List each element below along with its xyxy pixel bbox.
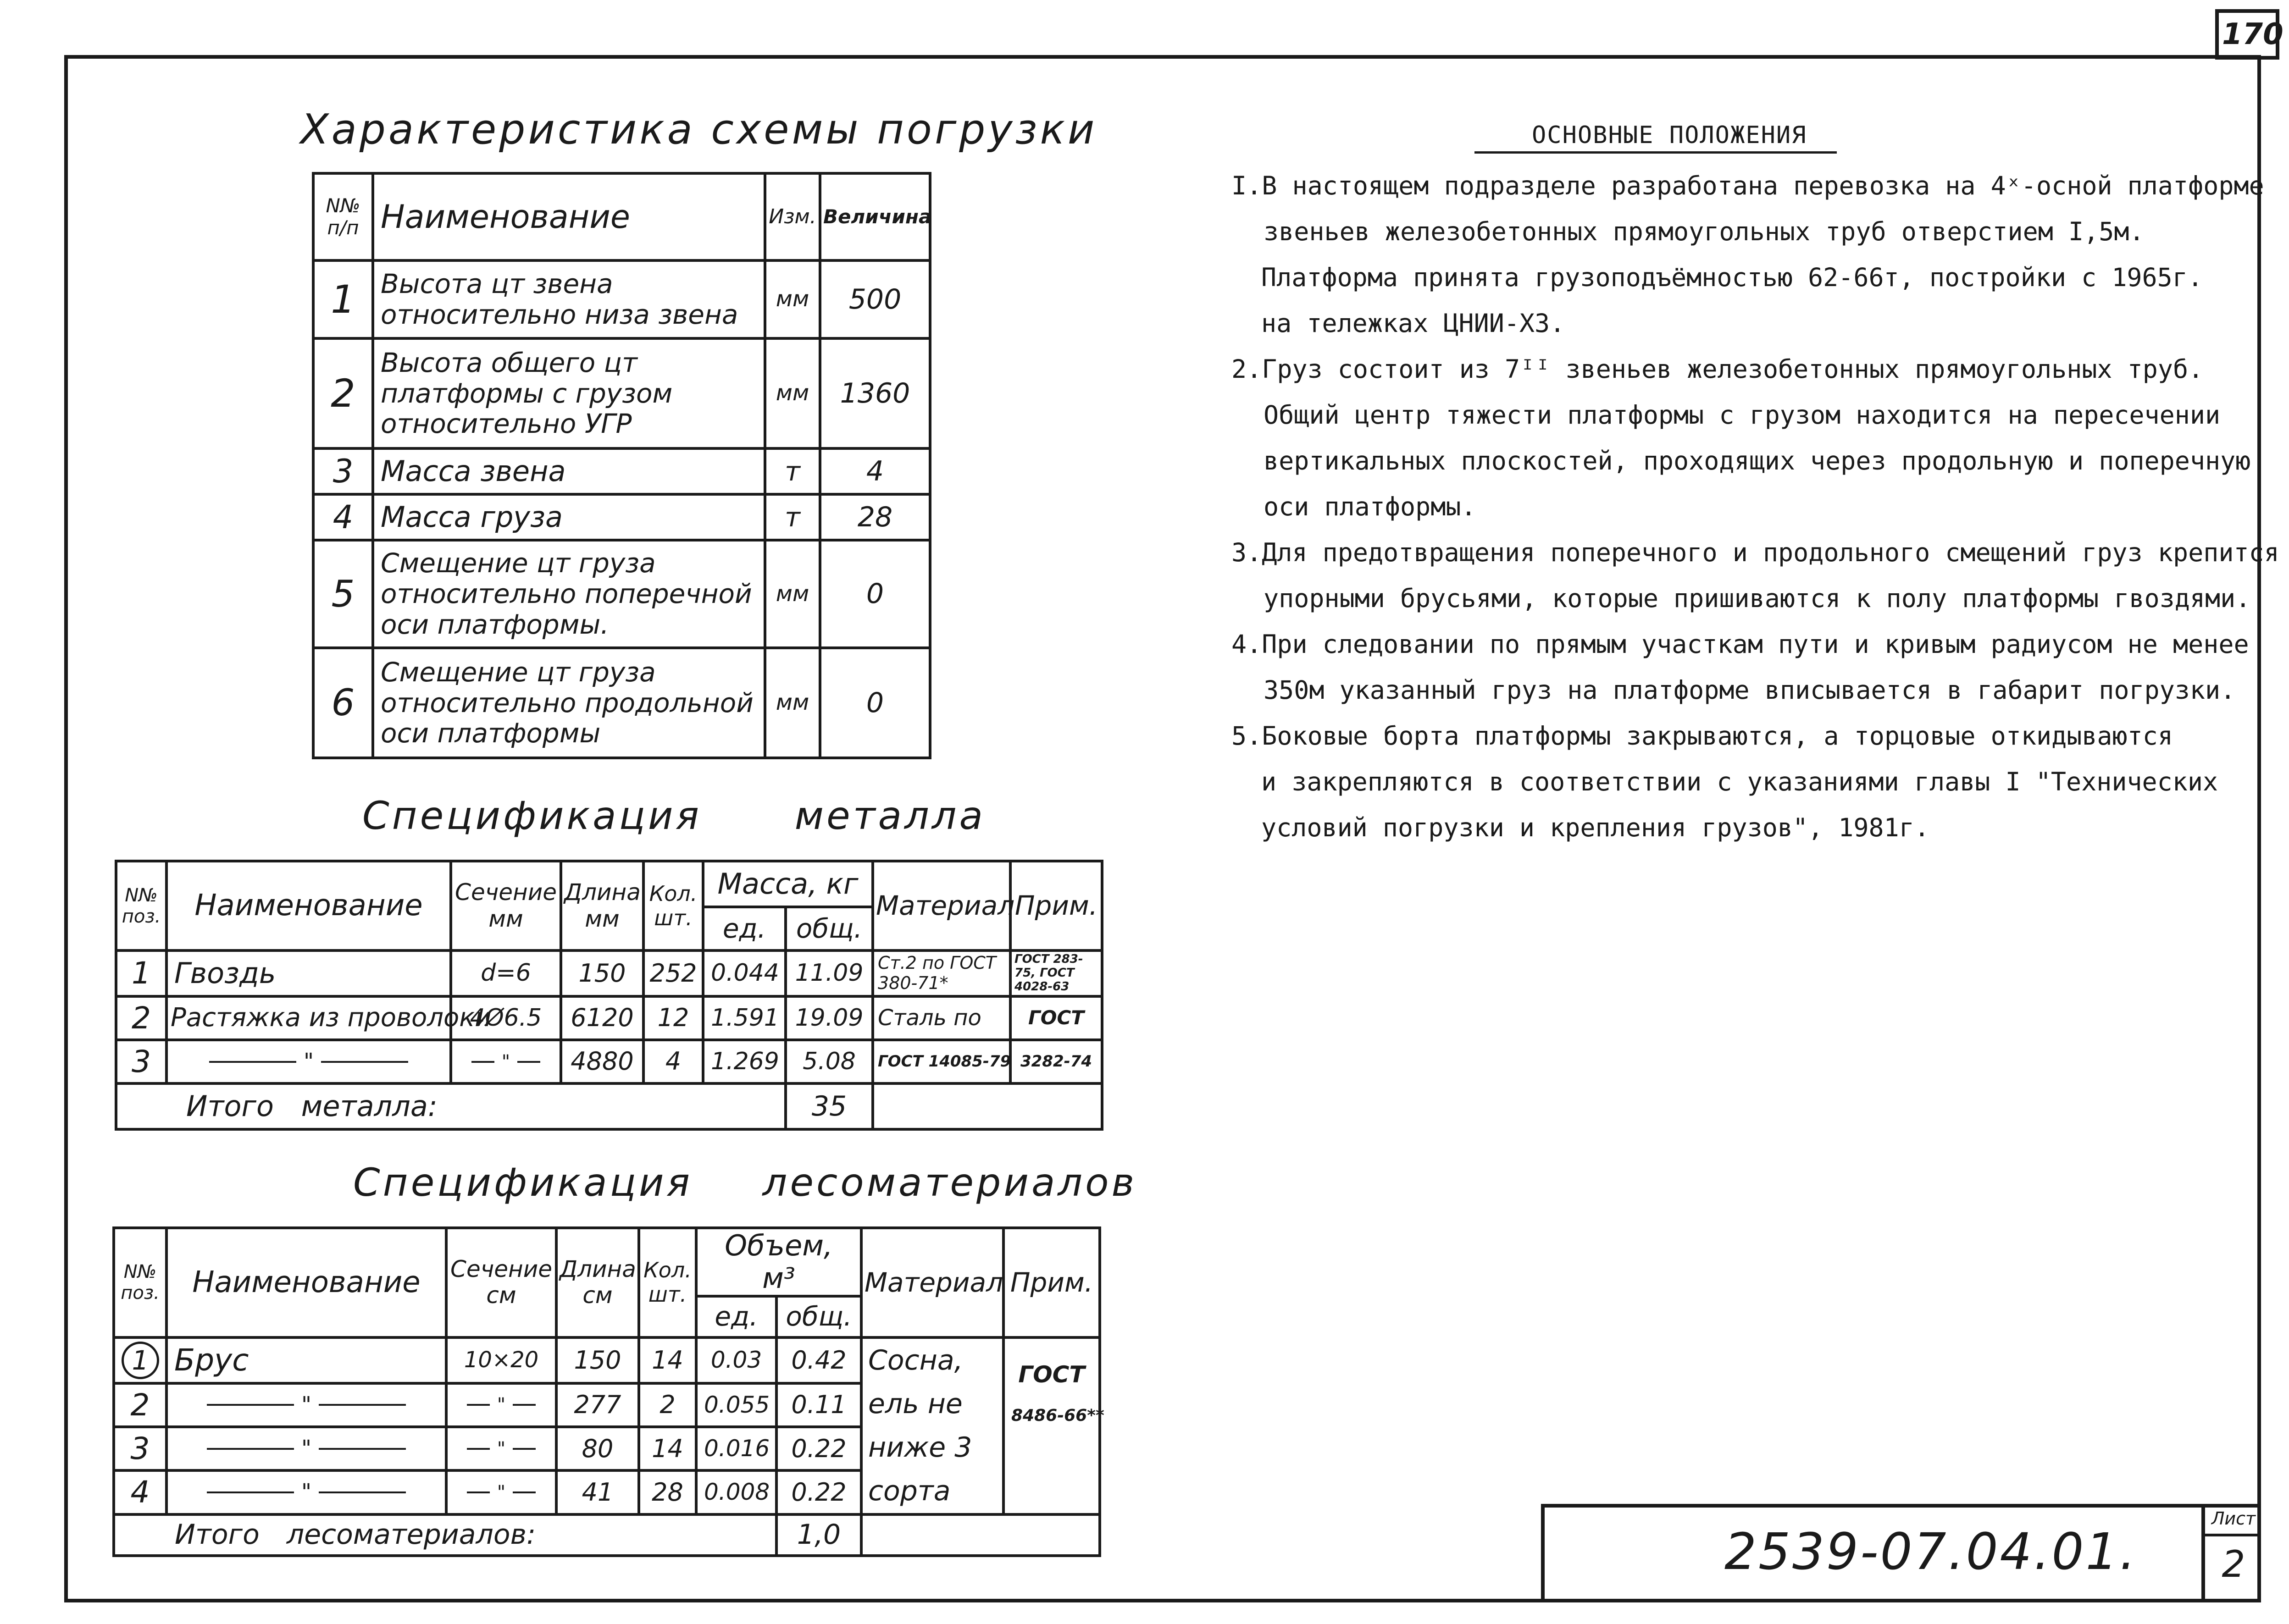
stamp-sheet-divider [2201,1534,2261,1536]
note-cell: 3282-74 [1010,1040,1102,1083]
provision-line: и закрепляются в соответствии с указаниями главы I "Технических [1261,767,2218,796]
row-name: Растяжка из проволоки [166,996,451,1040]
col-header-qty: Кол. шт. [639,1228,696,1337]
note-line-b: 8486-66** [1011,1406,1104,1425]
row-unit: мм [765,540,820,648]
row-value: 1360 [820,338,930,448]
row-name: Брус [166,1337,446,1383]
row-section: 4Ø6.5 [451,996,561,1040]
row-unit-volume: 0.055 [696,1383,776,1427]
provisions-title-underline [1474,151,1837,154]
row-name: Масса звена [373,448,765,494]
ditto-cell [166,1383,446,1427]
table-total-row [116,1083,1102,1129]
provision-line: 4.При следовании по прямым участкам пути и кривым радиусом не менее [1231,630,2249,659]
row-unit-volume: 0.008 [696,1470,776,1514]
col-header-total: общ. [786,907,873,950]
table-row [313,260,930,338]
provision-line: упорными брусьями, которые пришиваются к полу платформы гвоздями. [1264,584,2251,613]
row-section: 10×20 [446,1337,556,1383]
row-num: 3 [313,448,373,494]
row-unit-volume: 0.03 [696,1337,776,1383]
row-qty: 14 [639,1337,696,1383]
ditto-cell [446,1470,556,1514]
provision-line: I.В настоящем подразделе разработана перевозка на 4ˣ-осной платформе [1231,171,2264,200]
row-unit: мм [765,260,820,338]
row-total-volume: 0.42 [776,1337,861,1383]
col-header-unit: Изм. [765,173,820,260]
row-name: Гвоздь [166,950,451,996]
row-num: 4 [114,1470,166,1514]
provision-line: звеньев железобетонных прямоугольных труб отверстием I,5м. [1264,217,2145,246]
col-header-num: N№ поз. [114,1228,166,1337]
provisions-title: ОСНОВНЫЕ ПОЛОЖЕНИЯ [1532,122,1807,149]
row-name: Смещение цт груза относительно поперечной оси платформы. [373,540,765,648]
material-cell: ГОСТ 14085-79 [873,1040,1010,1083]
stamp-divider [2201,1504,2205,1602]
material-cell: Сталь по [873,996,1010,1040]
row-unit: мм [765,648,820,758]
metal-spec-title: Спецификация металла [362,793,986,838]
row-name: Высота цт звена относительно низа звена [373,260,765,338]
note-cell: ГОСТ [1010,996,1102,1040]
material-cell: Ст.2 по ГОСТ 380-71* [873,950,1010,996]
row-num: 2 [313,338,373,448]
note-cell [1003,1337,1104,1514]
table-row [116,1040,1102,1083]
col-header-note: Прим. [1003,1228,1100,1337]
row-value: 0 [820,540,930,648]
row-qty: 2 [639,1383,696,1427]
total-value: 1,0 [776,1514,861,1556]
row-value: 0 [820,648,930,758]
provision-line: вертикальных плоскостей, проходящих через продольную и поперечную [1264,446,2251,475]
ditto-mark: " [497,1481,506,1503]
col-header-length: Длина мм [561,861,643,950]
col-header-value: Величина [820,173,930,260]
provision-line: Платформа принята грузоподъёмностью 62-66т, постройки с 1965г. [1261,263,2203,292]
provision-line: условий погрузки и крепления грузов", 1981г. [1261,813,1929,842]
col-header-name: Наименование [166,861,451,950]
col-header-material: Материал [861,1228,1003,1337]
total-empty [861,1514,1100,1556]
ditto-cell [451,1040,561,1083]
total-label: Итого лесоматериалов: [114,1514,776,1556]
row-qty: 4 [643,1040,703,1083]
row-num: 2 [116,996,166,1040]
table-header-row [114,1228,1100,1296]
table-row [116,996,1102,1040]
row-unit-mass: 1.591 [703,996,786,1040]
ditto-cell [166,1470,446,1514]
row-length: 41 [556,1470,639,1514]
metal-spec-table [115,860,1103,1131]
table-row [313,540,930,648]
table-row [313,648,930,758]
row-num: 2 [114,1383,166,1427]
row-qty: 28 [639,1470,696,1514]
row-unit: т [765,494,820,540]
note-line-a: ГОСТ [1018,1361,1085,1388]
table-row [313,448,930,494]
col-header-length: Длина см [556,1228,639,1337]
table-row [313,494,930,540]
row-num: 3 [116,1040,166,1083]
material-cell: Сосна, ель не ниже 3 сорта [861,1337,1003,1514]
ditto-mark: " [303,1048,314,1074]
ditto-cell [166,1040,451,1083]
row-total-mass: 11.09 [786,950,873,996]
doc-code: 2539-07.04.01. [1724,1522,2138,1581]
row-num: 4 [313,494,373,540]
table-row [116,950,1102,996]
col-header-unit: ед. [703,907,786,950]
table-row [313,338,930,448]
ditto-mark: " [301,1436,312,1462]
row-qty: 12 [643,996,703,1040]
col-header-unit: ед. [696,1296,776,1337]
col-header-section: Сечение см [446,1228,556,1337]
provisions-body [1231,163,2279,851]
provision-line: 5.Боковые борта платформы закрываются, а торцовые откидываются [1231,721,2173,751]
col-header-total: общ. [776,1296,861,1337]
row-unit: мм [765,338,820,448]
ditto-mark: " [497,1394,506,1416]
provision-line: 2.Груз состоит из 7ᴵᴵ звеньев железобетонных прямоугольных труб. [1231,354,2204,384]
ditto-cell [446,1427,556,1470]
row-num: 5 [313,540,373,648]
row-name: Смещение цт груза относительно продольной оси платформы [373,648,765,758]
row-length: 150 [556,1337,639,1383]
provision-line: на тележках ЦНИИ-Х3. [1261,309,1565,338]
col-header-num: N№ поз. [116,861,166,950]
row-value: 28 [820,494,930,540]
table-header-row [313,173,930,260]
row-qty: 14 [639,1427,696,1470]
ditto-mark: " [301,1392,312,1418]
col-header-note: Прим. [1010,861,1102,950]
sheet-label: Лист [2211,1508,2256,1529]
table-total-row [114,1514,1100,1556]
col-header-section: Сечение мм [451,861,561,950]
ditto-cell [446,1383,556,1427]
ditto-mark: " [497,1438,506,1459]
row-total-mass: 19.09 [786,996,873,1040]
provision-line: 350м указанный груз на платформе вписывается в габарит погрузки. [1264,675,2236,705]
row-total-mass: 5.08 [786,1040,873,1083]
wood-spec-title: Спецификация лесоматериалов [353,1160,1137,1205]
ditto-mark: " [301,1479,312,1505]
row-num: 1 [313,260,373,338]
col-header-material: Материал [873,861,1010,950]
provision-line: 3.Для предотвращения поперечного и продольного смещений груз крепится [1231,538,2279,567]
row-unit-volume: 0.016 [696,1427,776,1470]
total-value: 35 [786,1083,873,1129]
row-total-volume: 0.22 [776,1427,861,1470]
col-header-num: N№ п/п [313,173,373,260]
col-header-name: Наименование [373,173,765,260]
row-total-volume: 0.11 [776,1383,861,1427]
col-header-mass: Масса, кг [703,861,873,907]
row-section: d=6 [451,950,561,996]
row-length: 80 [556,1427,639,1470]
row-length: 6120 [561,996,643,1040]
table-row [114,1337,1100,1383]
wood-spec-table [112,1226,1104,1557]
row-value: 500 [820,260,930,338]
row-qty: 252 [643,950,703,996]
row-length: 4880 [561,1040,643,1083]
total-label: Итого металла: [116,1083,786,1129]
row-unit-mass: 0.044 [703,950,786,996]
col-header-qty: Кол. шт. [643,861,703,950]
provision-line: Общий центр тяжести платформы с грузом находится на пересечении [1264,400,2221,430]
total-empty [873,1083,1102,1129]
row-num-circled [114,1337,166,1383]
row-num: 3 [114,1427,166,1470]
row-total-volume: 0.22 [776,1470,861,1514]
load-chars-table [312,172,931,759]
provision-line: оси платформы. [1264,492,1476,521]
row-num: 6 [313,648,373,758]
sheet-number: 170 [2222,17,2283,51]
col-header-name: Наименование [166,1228,446,1337]
row-name: Высота общего цт платформы с грузом относительно УГР [373,338,765,448]
note-cell: ГОСТ 283-75, ГОСТ 4028-63 [1010,950,1102,996]
row-unit: т [765,448,820,494]
row-num: 1 [116,950,166,996]
row-length: 277 [556,1383,639,1427]
row-unit-mass: 1.269 [703,1040,786,1083]
col-header-volume: Объем, м³ [696,1228,861,1296]
row-value: 4 [820,448,930,494]
load-chars-title: Характеристика схемы погрузки [300,105,1097,154]
row-name: Масса груза [373,494,765,540]
ditto-mark: " [501,1051,510,1072]
row-length: 150 [561,950,643,996]
ditto-cell [166,1427,446,1470]
sheet-value: 2 [2222,1543,2245,1585]
table-header-row [116,861,1102,907]
row-num: 1 [122,1342,159,1379]
